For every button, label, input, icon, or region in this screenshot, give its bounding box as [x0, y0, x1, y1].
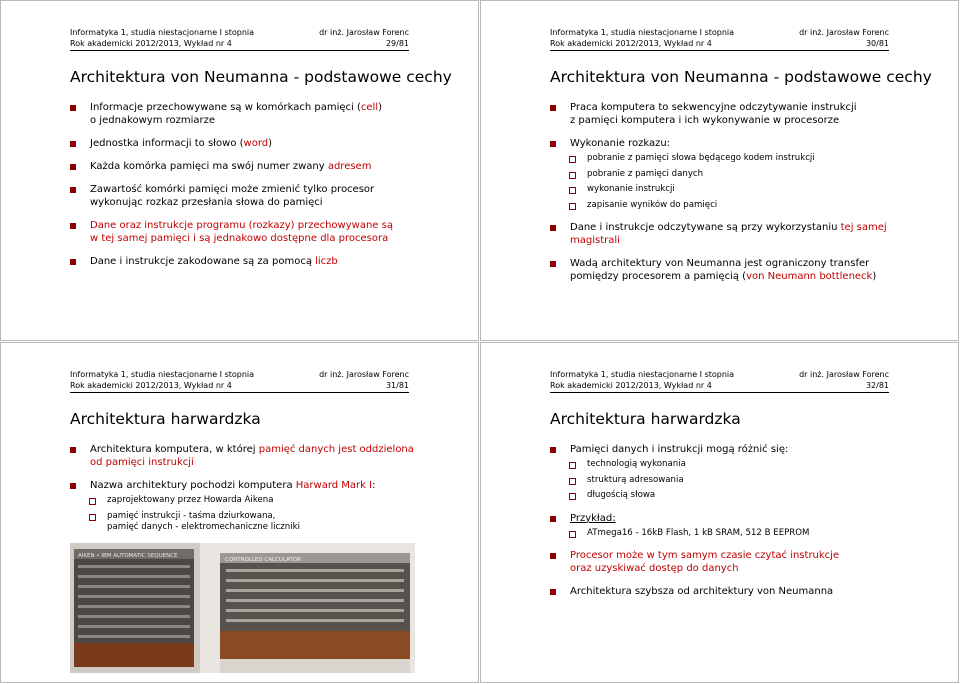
- slide-header: [550, 369, 889, 391]
- highlight: liczb: [315, 256, 338, 267]
- photo-caption-left: AIKEN • IBM AUTOMATIC SEQUENCE: [78, 553, 178, 559]
- text: strukturą adresowania: [587, 474, 684, 485]
- text: Każda komórka pamięci ma swój numer zwany: [90, 161, 328, 172]
- list-item: [70, 183, 415, 209]
- list-item: [70, 219, 415, 245]
- list-item: [550, 585, 895, 598]
- text: ): [268, 138, 273, 149]
- year-lecture: Rok akademicki 2012/2013, Wykład nr 4: [70, 39, 232, 48]
- bullet-square-icon: [550, 589, 556, 595]
- header-rule: [550, 50, 889, 51]
- text: z pamięci komputera i ich wykonywanie w procesorze: [570, 115, 840, 126]
- text: pobranie z pamięci danych: [587, 168, 704, 179]
- text: zapisanie wyników do pamięci: [587, 199, 718, 210]
- list-item: [550, 221, 895, 247]
- slide-title: Architektura harwardzka: [70, 410, 261, 428]
- sub-item: [89, 511, 415, 534]
- bullet-list: [550, 101, 895, 283]
- list-item: [70, 479, 415, 492]
- slide-title: Architektura harwardzka: [550, 410, 741, 428]
- bullet-list: [70, 101, 415, 268]
- bullet-square-icon: [70, 223, 76, 229]
- text: długością słowa: [587, 490, 656, 500]
- highlight: Dane oraz instrukcje programu (rozkazy) przechowywane są: [90, 220, 393, 231]
- slide-30: [480, 0, 959, 341]
- sub-bullet-icon: [569, 462, 576, 469]
- page-number: 31/81: [385, 381, 409, 390]
- text: Praca komputera to sekwencyjne odczytywanie instrukcji: [570, 102, 857, 113]
- text: o jednakowym rozmiarze: [90, 115, 216, 126]
- highlight: Procesor może w tym samym czasie czytać instrukcje: [570, 550, 840, 561]
- highlight: pamięć danych jest oddzielona: [258, 444, 414, 455]
- slide-31: [0, 342, 479, 683]
- text: ): [378, 102, 383, 113]
- page-number: 29/81: [385, 39, 409, 48]
- year-lecture: Rok akademicki 2012/2013, Wykład nr 4: [550, 39, 712, 48]
- sub-bullet-icon: [89, 498, 96, 505]
- highlight: von Neumann bottleneck: [746, 271, 873, 282]
- sub-item: [569, 200, 895, 212]
- slide-header: [70, 369, 409, 391]
- highlight: tej samej: [840, 222, 887, 233]
- highlight: w tej samej pamięci i są jednakowo dostępne dla procesora: [90, 233, 389, 244]
- header-rule: [550, 392, 889, 393]
- bullet-square-icon: [550, 141, 556, 147]
- year-lecture: Rok akademicki 2012/2013, Wykład nr 4: [70, 381, 232, 390]
- bullet-square-icon: [550, 553, 556, 559]
- header-rule: [70, 50, 409, 51]
- sub-item: [569, 475, 895, 487]
- course-name: Informatyka 1, studia niestacjonarne I stopnia: [70, 28, 255, 37]
- sub-bullet-icon: [89, 514, 96, 521]
- text: Architektura szybsza od architektury von Neumanna: [570, 586, 834, 597]
- text: :: [372, 480, 376, 491]
- text: pobranie z pamięci słowa będącego kodem instrukcji: [587, 153, 815, 163]
- list-item: [70, 443, 415, 469]
- sub-item: [569, 528, 895, 540]
- harvard-mark-i-photo: [70, 543, 415, 673]
- bullet-list: [550, 443, 895, 598]
- author: dr inż. Jarosław Forenc: [799, 28, 889, 37]
- slide-title: Architektura von Neumanna - podstawowe cechy: [550, 68, 932, 86]
- author: dr inż. Jarosław Forenc: [799, 370, 889, 379]
- bullet-square-icon: [70, 164, 76, 170]
- text: Nazwa architektury pochodzi komputera: [90, 480, 296, 491]
- text: ATmega16 - 16kB Flash, 1 kB SRAM, 512 B EEPROM: [587, 527, 810, 538]
- text: Zawartość komórki pamięci może zmienić tylko procesor: [90, 184, 375, 195]
- slide-header: [550, 27, 889, 49]
- sub-bullet-icon: [569, 156, 576, 163]
- bullet-square-icon: [550, 261, 556, 267]
- harvard-mark-i-image: [70, 543, 415, 673]
- highlight: oraz uzyskiwać dostęp do danych: [570, 563, 739, 574]
- bullet-list: [70, 443, 415, 534]
- text: pamięć danych - elektromechaniczne liczniki: [107, 522, 300, 532]
- list-item: [70, 160, 415, 173]
- sub-item: [569, 490, 895, 502]
- list-item: [550, 512, 895, 525]
- text: pomiędzy procesorem a pamięcią (: [570, 271, 747, 282]
- sub-bullet-icon: [569, 203, 576, 210]
- page-number: 32/81: [865, 381, 889, 390]
- bullet-square-icon: [550, 516, 556, 522]
- course-name: Informatyka 1, studia niestacjonarne I stopnia: [550, 28, 735, 37]
- sub-bullet-icon: [569, 478, 576, 485]
- highlight: Harward Mark I: [295, 480, 373, 491]
- bullet-square-icon: [70, 259, 76, 265]
- highlight: od pamięci instrukcji: [90, 457, 194, 468]
- bullet-square-icon: [550, 447, 556, 453]
- text: wykonanie instrukcji: [587, 184, 675, 194]
- text: pamięć instrukcji - taśma dziurkowana,: [107, 510, 276, 521]
- sub-item: [569, 184, 895, 196]
- text: Jednostka informacji to słowo (: [90, 138, 244, 149]
- list-item: [550, 549, 895, 575]
- sub-bullet-icon: [569, 187, 576, 194]
- highlight: cell: [360, 102, 379, 113]
- text: Przykład:: [570, 512, 616, 524]
- text: technologią wykonania: [587, 459, 686, 469]
- page-number: 30/81: [865, 39, 889, 48]
- author: dr inż. Jarosław Forenc: [319, 28, 409, 37]
- sub-item: [89, 495, 415, 507]
- list-item: [70, 255, 415, 268]
- list-item: [550, 101, 895, 127]
- text: Architektura komputera, w której: [90, 444, 259, 455]
- list-item: [550, 137, 895, 150]
- text: Dane i instrukcje zakodowane są za pomocą: [90, 256, 316, 267]
- text: Informacje przechowywane są w komórkach pamięci (: [90, 102, 361, 113]
- course-name: Informatyka 1, studia niestacjonarne I stopnia: [70, 370, 255, 379]
- sub-bullet-icon: [569, 493, 576, 500]
- bullet-square-icon: [70, 187, 76, 193]
- text: Dane i instrukcje odczytywane są przy wykorzystaniu: [570, 222, 841, 233]
- slide-29: [0, 0, 479, 341]
- slide-32: [480, 342, 959, 683]
- text: Wykonanie rozkazu:: [570, 138, 671, 149]
- list-item: [550, 443, 895, 456]
- text: Pamięci danych i instrukcji mogą różnić się:: [570, 444, 789, 455]
- highlight: magistrali: [570, 235, 620, 246]
- sub-item: [569, 169, 895, 181]
- sub-bullet-icon: [569, 531, 576, 538]
- sub-item: [569, 153, 895, 165]
- course-name: Informatyka 1, studia niestacjonarne I stopnia: [550, 370, 735, 379]
- bullet-square-icon: [70, 447, 76, 453]
- sub-bullet-icon: [569, 172, 576, 179]
- list-item: [70, 101, 415, 127]
- bullet-square-icon: [70, 483, 76, 489]
- text: wykonując rozkaz przesłania słowa do pamięci: [90, 197, 323, 208]
- list-item: [70, 137, 415, 150]
- highlight: adresem: [327, 161, 372, 172]
- bullet-square-icon: [70, 105, 76, 111]
- text: ): [872, 271, 877, 282]
- bullet-square-icon: [550, 105, 556, 111]
- author: dr inż. Jarosław Forenc: [319, 370, 409, 379]
- highlight: word: [243, 138, 269, 149]
- list-item: [550, 257, 895, 283]
- year-lecture: Rok akademicki 2012/2013, Wykład nr 4: [550, 381, 712, 390]
- slide-header: [70, 27, 409, 49]
- slide-title: Architektura von Neumanna - podstawowe cechy: [70, 68, 452, 86]
- photo-caption-right: CONTROLLED CALCULATOR: [225, 557, 301, 563]
- sub-item: [569, 459, 895, 471]
- header-rule: [70, 392, 409, 393]
- bullet-square-icon: [550, 225, 556, 231]
- text: Wadą architektury von Neumanna jest ograniczony transfer: [570, 258, 870, 269]
- bullet-square-icon: [70, 141, 76, 147]
- text: zaprojektowany przez Howarda Aikena: [107, 495, 274, 505]
